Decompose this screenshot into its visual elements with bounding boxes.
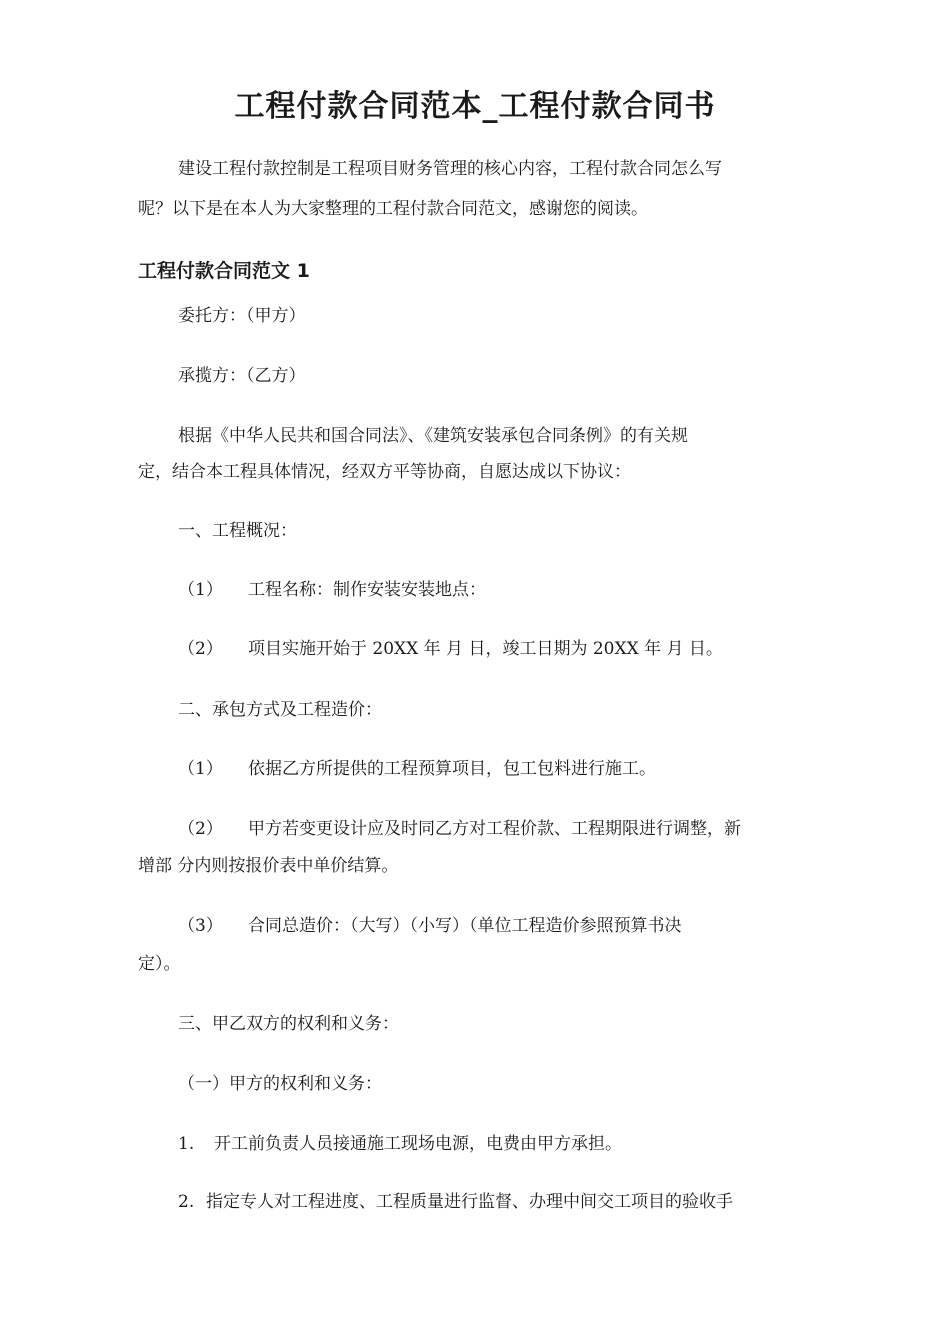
basis-line-1: 根据《中华人民共和国合同法》、《建筑安装承包合同条例》的有关规 bbox=[178, 426, 688, 446]
clause-3-sub-heading: （一）甲方的权利和义务： bbox=[178, 1074, 382, 1094]
document-title: 工程付款合同范本_工程付款合同书 bbox=[234, 89, 716, 124]
clause-3-heading: 三、甲乙双方的权利和义务： bbox=[178, 1014, 399, 1034]
clause-1-item-1 bbox=[178, 582, 486, 599]
clause-2-item-1 bbox=[178, 761, 656, 778]
item-number: （3） bbox=[178, 916, 223, 936]
item-number: （1） bbox=[178, 759, 223, 779]
party-a: 委托方：（甲方） bbox=[178, 306, 306, 326]
item-text: 工程名称：制作安装安装地点： bbox=[248, 580, 486, 600]
clause-1-item-2 bbox=[178, 641, 723, 658]
item-text: 开工前负责人员接通施工现场电源，电费由甲方承担。 bbox=[214, 1134, 622, 1154]
clause-2-item-3-cont: 定）。 bbox=[138, 954, 181, 974]
item-text: 项目实施开始于 20XX 年 月 日，竣工日期为 20XX 年 月 日。 bbox=[248, 639, 723, 659]
item-text: 甲方若变更设计应及时同乙方对工程价款、工程期限进行调整，新 bbox=[248, 819, 741, 839]
clause-2-heading: 二、承包方式及工程造价： bbox=[178, 700, 382, 720]
intro-line-2: 呢？以下是在本人为大家整理的工程付款合同范文，感谢您的阅读。 bbox=[138, 199, 648, 219]
intro-line-1: 建设工程付款控制是工程项目财务管理的核心内容，工程付款合同怎么写 bbox=[178, 159, 722, 179]
item-number: 1. bbox=[178, 1134, 195, 1154]
item-text: 依据乙方所提供的工程预算项目，包工包料进行施工。 bbox=[248, 759, 656, 779]
section-heading: 工程付款合同范文 1 bbox=[138, 260, 310, 282]
clause-3-item-2 bbox=[178, 1194, 733, 1211]
clause-1-heading: 一、工程概况： bbox=[178, 521, 297, 541]
clause-2-item-2 bbox=[178, 821, 741, 838]
item-number: （2） bbox=[178, 639, 223, 659]
item-text: 指定专人对工程进度、工程质量进行监督、办理中间交工项目的验收手 bbox=[206, 1192, 733, 1212]
basis-line-2: 定，结合本工程具体情况，经双方平等协商，自愿达成以下协议： bbox=[138, 462, 631, 482]
clause-2-item-3 bbox=[178, 918, 682, 935]
item-text: 合同总造价：（大写）（小写）（单位工程造价参照预算书决 bbox=[248, 916, 682, 936]
item-number: （1） bbox=[178, 580, 223, 600]
clause-2-item-2-cont: 增部 分内则按报价表中单价结算。 bbox=[138, 856, 399, 876]
item-number: 2. bbox=[178, 1192, 195, 1212]
party-b: 承揽方：（乙方） bbox=[178, 366, 306, 386]
clause-3-item-1 bbox=[178, 1136, 622, 1153]
item-number: （2） bbox=[178, 819, 223, 839]
